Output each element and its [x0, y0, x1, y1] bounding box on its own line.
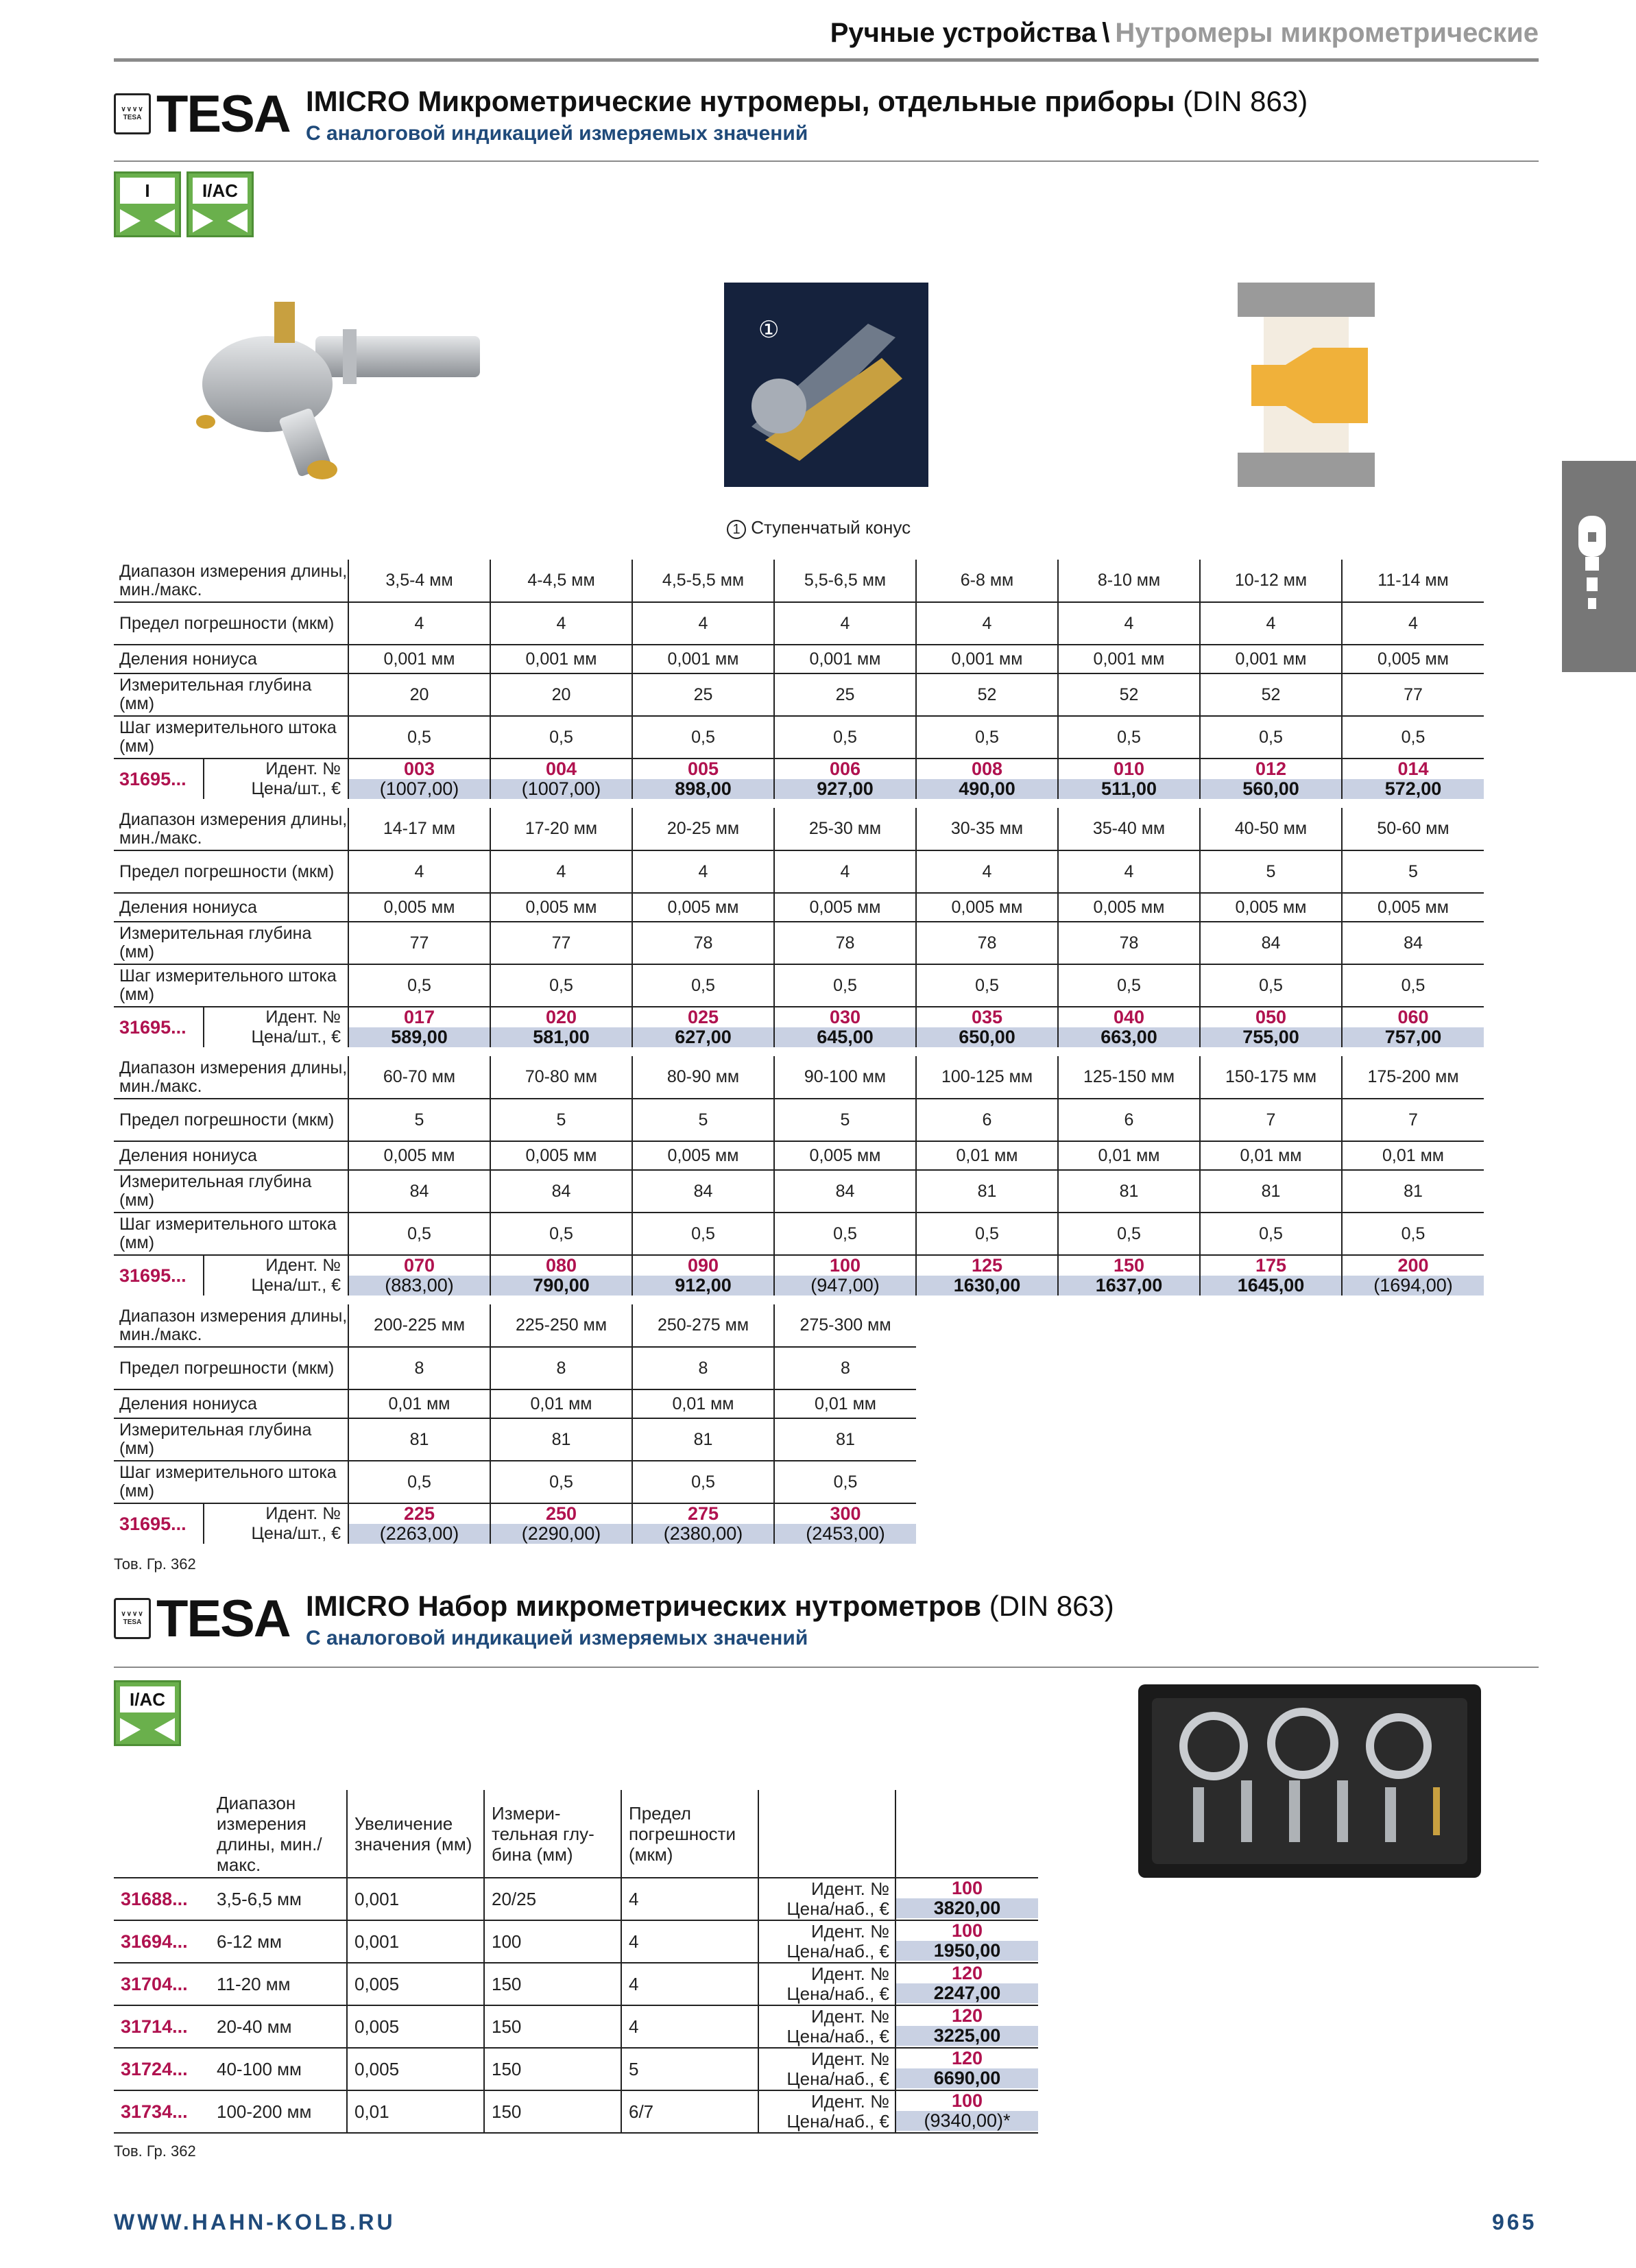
divider: [114, 1667, 1539, 1668]
spec-table-1: Диапазон измерения длины, мин./макс. 3,5-4 мм 4-4,5 мм 4,5-5,5 мм 5,5-6,5 мм 6-8 мм 8-10 мм 10-12 мм 11-14 мм Предел погрешности (мкм) 4 4 4 4 4 4 4 4 Деления нониуса 0,001 мм 0,001 мм 0,001 мм 0,001 мм 0,001 мм 0,001 мм 0,001 мм 0,005 мм Измерительная глубина (мм) 20 20 25 25 52 52 52 77 Шаг измерительного штока (мм) 0,5 0,5 0,5 0,5 0,5 0,5 0,5 0,5 31695... Идент. № Цена/шт., € 003 (1007,00) 004 (1007,00) 005 898,00 006 927,00 008 490,00 010 511,00 012 560,00 014 572,00: [114, 560, 1484, 799]
page-number: 965: [1492, 2210, 1537, 2234]
badge-i: I: [114, 171, 181, 237]
product1-subtitle: С аналоговой индикацией измеряемых значений: [306, 122, 808, 145]
tesa-logo-text: TESA: [156, 84, 290, 143]
product-image-micrometer: [185, 288, 501, 487]
product-group-2: Тов. Гр. 362: [114, 2142, 196, 2160]
tesa-logo-mark: ∨∨∨∨ TESA: [114, 1598, 151, 1639]
spec-table-3: Диапазон измерения длины, мин./макс. 60-70 мм 70-80 мм 80-90 мм 90-100 мм 100-125 мм 125-150 мм 150-175 мм 175-200 мм Предел погрешности (мкм) 5 5 5 5 6 6 7 7 Деления нониуса 0,005 мм 0,005 мм 0,005 мм 0,005 мм 0,01 мм 0,01 мм 0,01 мм 0,01 мм Измерительная глубина (мм) 84 84 84 84 81 81 81 81 Шаг измерительного штока (мм) 0,5 0,5 0,5 0,5 0,5 0,5 0,5 0,5 31695... Идент. № Цена/шт., € 070 (883,00) 080 790,00 090 912,00 100 (947,00) 125 1630,00 150 1637,00 175 1645,00 200 (1694,00): [114, 1056, 1484, 1296]
divider: [114, 160, 1539, 162]
product1-title: IMICRO Микрометрические нутромеры, отдельные приборы (DIN 863): [306, 85, 1308, 117]
product-group-1: Тов. Гр. 362: [114, 1555, 196, 1573]
tesa-logo: [114, 84, 293, 143]
tesa-logo-text: TESA: [156, 1589, 290, 1648]
header-separator: \: [1102, 18, 1110, 48]
badge-i-ac-set: I/AC: [114, 1680, 181, 1746]
svg-text:①: ①: [758, 316, 780, 344]
header-section: Ручные устройства: [830, 18, 1097, 48]
badge-i-ac: I/AC: [187, 171, 254, 237]
spec-table-4: Диапазон измерения длины, мин./макс. 200-225 мм 225-250 мм 250-275 мм 275-300 мм Предел погрешности (мкм) 8 8 8 8 Деления нониуса 0,01 мм 0,01 мм 0,01 мм 0,01 мм Измерительная глубина (мм) 81 81 81 81 Шаг измерительного штока (мм) 0,5 0,5 0,5 0,5 31695... Идент. № Цена/шт., € 225 (2263,00) 250 (2290,00) 275 (2380,00) 300 (2453,00): [114, 1304, 916, 1544]
product-image-cone-diagram: [1238, 283, 1375, 487]
product-image-cone: [724, 283, 928, 487]
tesa-logo-mark: ∨∨∨∨ TESA: [114, 93, 151, 134]
image-caption: 1 Ступенчатый конус: [727, 517, 911, 539]
micrometer-icon: [1572, 516, 1613, 617]
product2-title: IMICRO Набор микрометрических нутрометров (DIN 863): [306, 1590, 1114, 1622]
product-image-set-case: [1138, 1684, 1481, 1878]
tesa-logo-2: [114, 1589, 293, 1648]
footer-url-link[interactable]: WWW.HAHN-KOLB.RU: [114, 2210, 396, 2234]
header-subsection: Нутромеры микрометрические: [1115, 18, 1539, 48]
section-tab[interactable]: [1562, 461, 1636, 672]
spec-table-2: Диапазон измерения длины, мин./макс. 14-17 мм 17-20 мм 20-25 мм 25-30 мм 30-35 мм 35-40 мм 40-50 мм 50-60 мм Предел погрешности (мкм) 4 4 4 4 4 4 5 5 Деления нониуса 0,005 мм 0,005 мм 0,005 мм 0,005 мм 0,005 мм 0,005 мм 0,005 мм 0,005 мм Измерительная глубина (мм) 77 77 78 78 78 78 84 84 Шаг измерительного штока (мм) 0,5 0,5 0,5 0,5 0,5 0,5 0,5 0,5 31695... Идент. № Цена/шт., € 017 589,00 020 581,00 025 627,00 030 645,00 035 650,00 040 663,00 050 755,00 060 757,00: [114, 808, 1484, 1047]
product2-subtitle: С аналоговой индикацией измеряемых значений: [306, 1627, 808, 1649]
set-table: Диапазон измерения длины, мин./макс. Увеличение значения (мм) Измери-тельная глу-бина (мм) Предел погрешности (мкм) 31688... 3,5-6,5 мм 0,001 20/25 4 Идент. № Цена/наб., € 100 3820,00 31694... 6-12 мм 0,001 100 4 Идент. № Цена/наб., € 100 1950,00 31704... 11-20 мм 0,005 150 4 Идент. № Цена/наб., € 120 2247,00 31714... 20-40 мм 0,005 150 4 Идент. № Цена/наб., € 120 3225,00 31724... 40-100 мм 0,005 150 5 Идент. № Цена/наб., € 120 6690,00 31734... 100-200 мм 0,01 150 6/7 Идент. № Цена/наб., € 100 (9340,00)*: [114, 1790, 1038, 2134]
page-header: [114, 18, 1539, 62]
